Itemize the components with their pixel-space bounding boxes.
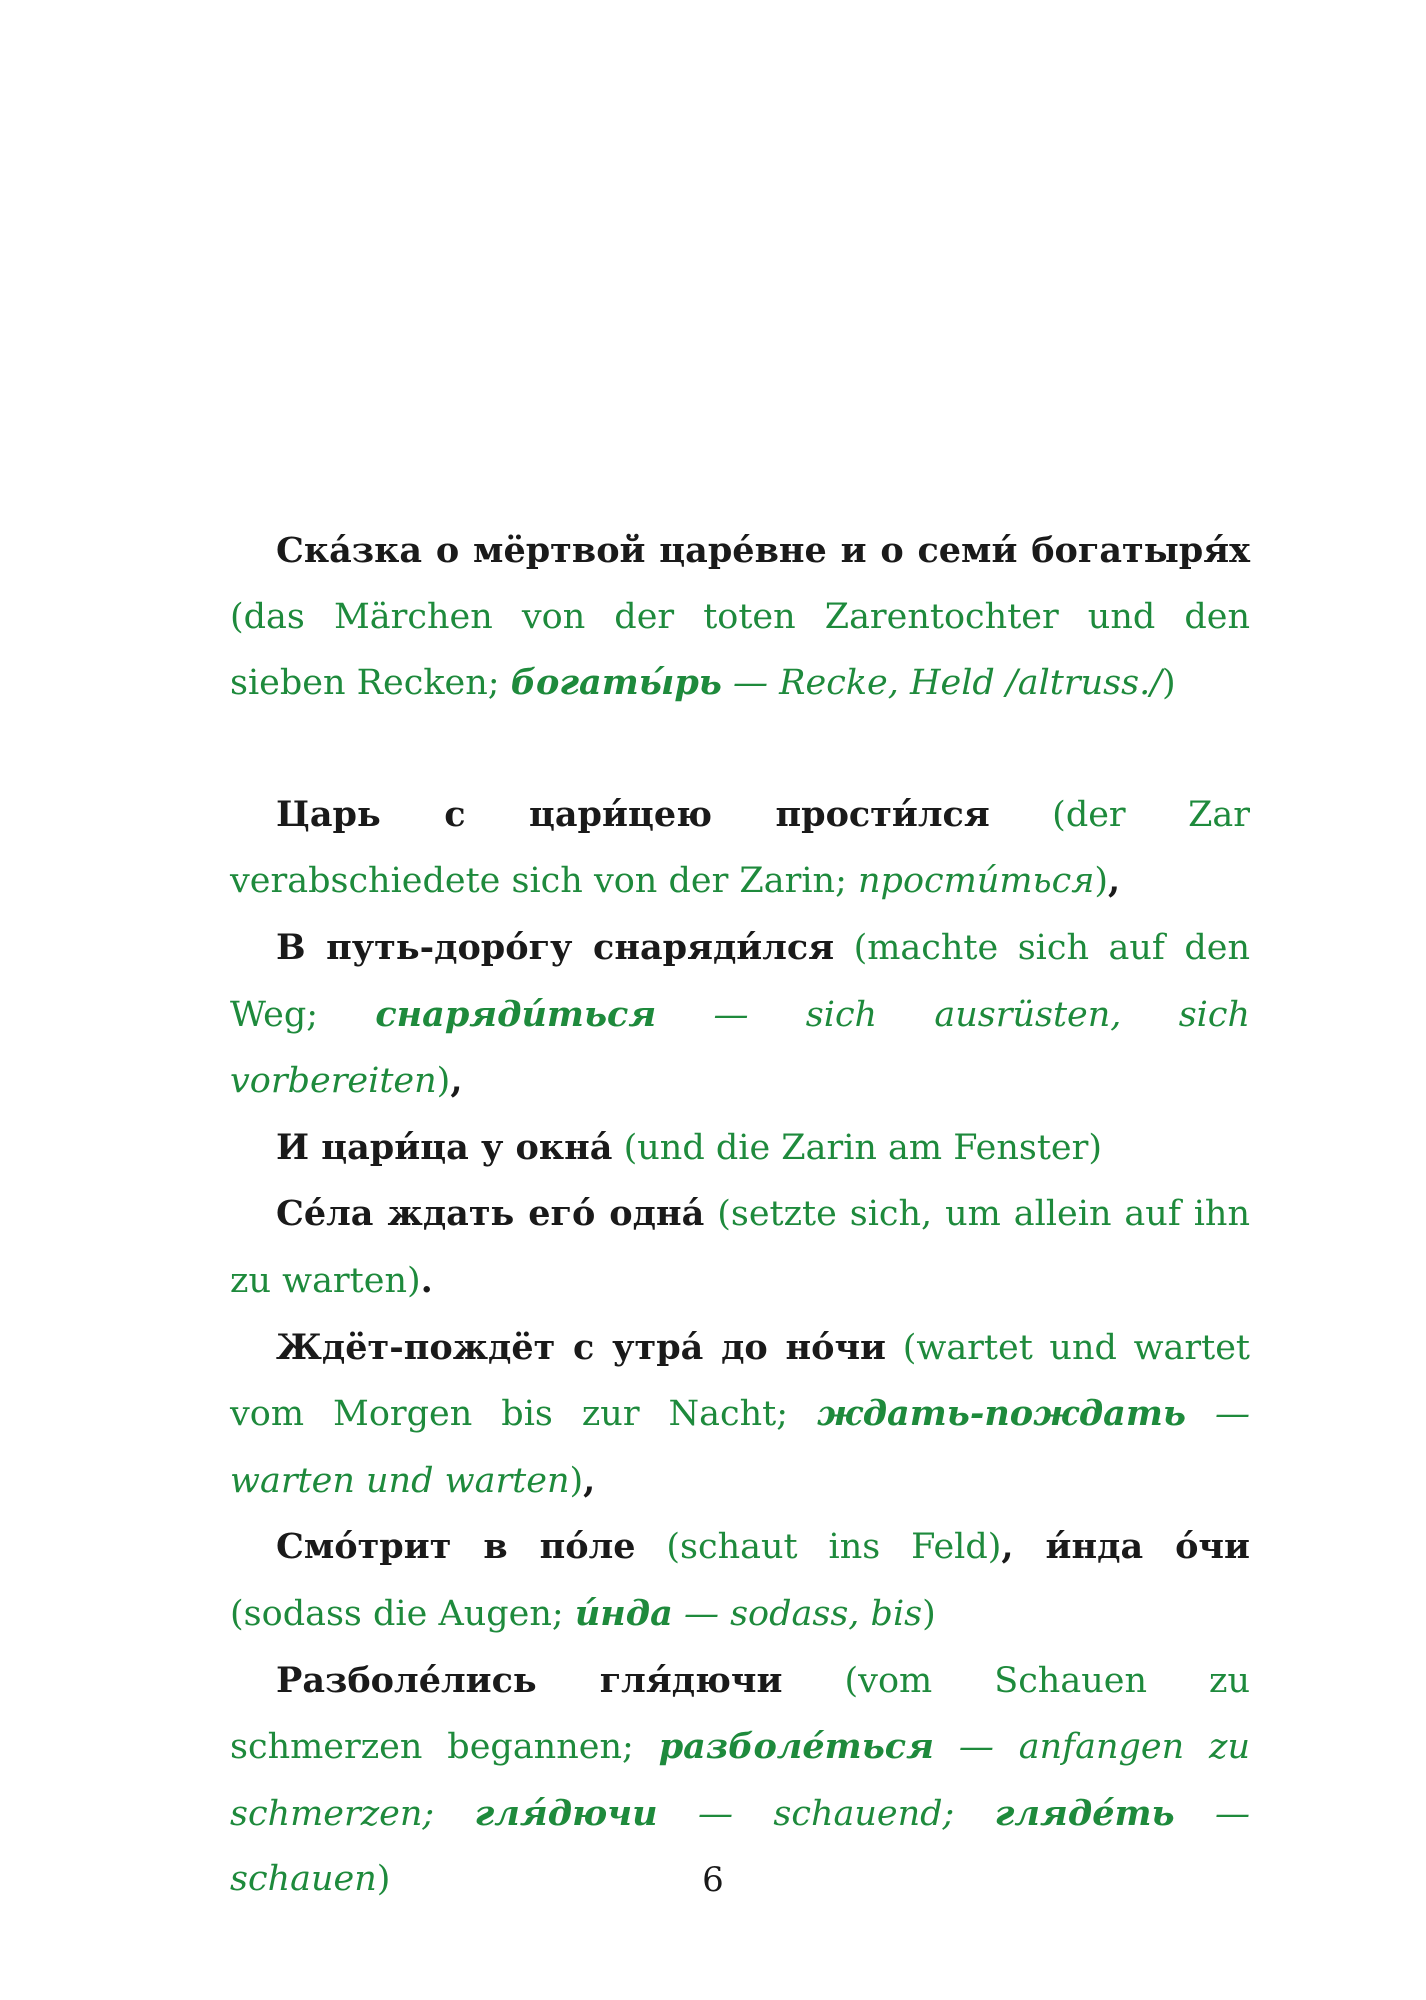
verse-line-1: [230, 782, 1250, 915]
verse-russian: Ждёт-пождёт с утра́ до но́чи: [276, 1326, 887, 1368]
verse-translation: (schaut ins Feld): [635, 1527, 1002, 1568]
vocab-word-second: гля́дючи: [474, 1792, 658, 1834]
verse-translation: (machte sich auf den Weg;: [230, 927, 1250, 1035]
verse-translation: (der Zar verabschiedete sich von der Zarin;: [230, 794, 1251, 902]
verse-translation: (setzte sich, um allein auf ihn zu warten): [230, 1194, 1250, 1301]
close-paren: ): [376, 1859, 391, 1900]
verse-punctuation: .: [420, 1259, 433, 1301]
title-paragraph: [230, 518, 1250, 717]
vocab-word: прости́ться: [858, 861, 1095, 902]
page-number: 6: [702, 1860, 724, 1900]
vocab-gloss: — anfangen zu schmerzen;: [230, 1727, 1250, 1834]
verse-punctuation: ,: [450, 1060, 463, 1102]
verse-russian: Царь с цари́цею прости́лся: [276, 793, 990, 835]
title-russian: Ска́зка о мёртвой царе́вне и о семи́ богатыря́х: [276, 530, 1250, 571]
close-paren: ): [1094, 861, 1109, 902]
vocab-gloss-second: — schauend;: [657, 1793, 995, 1834]
verse-punctuation: ,: [1108, 860, 1121, 902]
verse-punctuation: ,: [1001, 1526, 1014, 1568]
verse-russian: Смо́трит в по́ле: [276, 1526, 636, 1568]
title-vocab-gloss: — Recke, Held /altruss./: [721, 663, 1162, 704]
title-vocab-word: богаты́рь: [510, 662, 722, 704]
title-close-paren: ): [1162, 663, 1176, 704]
verse-line-3: [230, 1115, 1250, 1182]
vocab-word-third: гляде́ть: [994, 1792, 1175, 1834]
verse-line-5: [230, 1315, 1250, 1515]
vocab-gloss: — sich ausrüsten, sich vorbereiten: [230, 994, 1250, 1102]
verse-line-4: [230, 1181, 1250, 1314]
vocab-word: и́нда: [574, 1592, 673, 1634]
verse-line-2: [230, 915, 1250, 1115]
verse-russian: Се́ла ждать его́ одна́: [276, 1193, 705, 1235]
close-paren: ): [436, 1061, 451, 1102]
vocab-word: разболе́ться: [658, 1726, 934, 1768]
vocab-gloss: — sodass, bis: [672, 1593, 923, 1634]
close-paren: ): [569, 1460, 584, 1501]
vocab-word: снаряди́ться: [375, 993, 657, 1035]
verse-translation: (vom Schauen zu schmerzen begannen;: [230, 1660, 1250, 1768]
verse-punctuation: ,: [583, 1459, 596, 1501]
vocab-gloss-third: — schauen: [230, 1793, 1250, 1900]
verse-translation: (und die Zarin am Fenster): [612, 1127, 1102, 1168]
verse-russian: Разболе́лись гля́дючи: [276, 1659, 783, 1701]
verse-line-6: [230, 1514, 1250, 1647]
vocab-word: ждать-пождать: [817, 1393, 1186, 1435]
verse-russian: В путь-доро́гу снаряди́лся: [276, 926, 835, 968]
page-content: [230, 518, 1250, 1913]
verse-russian-second: и́нда о́чи: [1013, 1526, 1250, 1568]
verse-translation-second: (sodass die Augen;: [230, 1593, 575, 1634]
verse-translation: (wartet und wartet vom Morgen bis zur Nacht;: [230, 1327, 1250, 1435]
close-paren: ): [922, 1593, 936, 1634]
verse-russian: И цари́ца у окна́: [276, 1126, 613, 1168]
title-translation: (das Märchen von der toten Zarentochter und den sieben Recken;: [230, 596, 1250, 704]
vocab-gloss: — warten und warten: [230, 1394, 1250, 1501]
